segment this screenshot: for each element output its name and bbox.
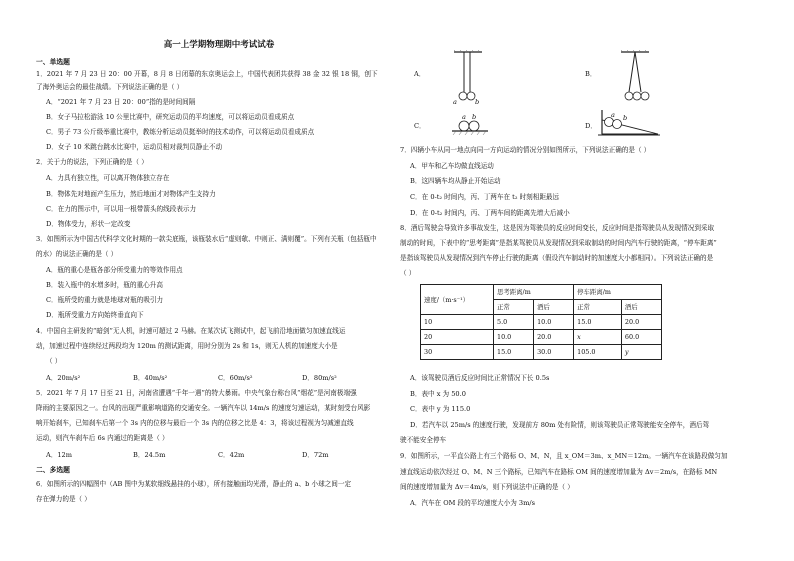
q7-option-c: C．在 0-t₂ 时间内，丙、丁两车在 t₂ 时刻相距最远 — [410, 193, 560, 201]
table-header-speed: 速度/（m·s⁻¹） — [421, 285, 494, 315]
q8-option-c: C．表中 y 为 115.0 — [410, 405, 471, 413]
table-cell: x — [574, 330, 622, 345]
table-cell: y — [621, 345, 661, 360]
q6-stem-2: 存在弹力的是（ ） — [36, 495, 91, 503]
q5-option-c: C．42m — [218, 451, 245, 459]
table-cell: 30 — [421, 345, 494, 360]
table-subheader-drunk: 酒后 — [621, 300, 661, 315]
page-title: 高一上学期物理期中考试试卷 — [163, 40, 275, 50]
q4-option-b: B．40m/s² — [133, 374, 168, 382]
q3-stem-1: 3．如图所示为中国古代科学文化时期的一款尖底瓶，该瓶装水后“虚则欹、中则正、满则覆”。下列有关瓶（包括瓶中 — [36, 235, 377, 243]
q9-stem-1: 9．如图所示，一平直公路上有三个路标 O、M、N，且 x_OM＝3m、x_MN＝12m。一辆汽车在该路段做匀加 — [400, 452, 728, 460]
q8-stem-1: 8．酒后驾驶会导致许多事故发生，这是因为驾驶员的反应时间变长，反应时间是指驾驶员从发现情况到采取 — [400, 224, 715, 232]
q7-stem: 7．四辆小车从同一地点向同一方向运动的情况分别如图所示，下列说法正确的是（ ） — [400, 146, 651, 154]
q7-option-d: D．在 0-t₂ 时间内，丙、丁两车间的距离先增大后减小 — [410, 209, 570, 217]
q6-c-ball-a-label: a — [462, 113, 466, 121]
q8-option-d-1: D．若汽车以 25m/s 的速度行驶，发现前方 80m 处有险情，则该驾驶员正常驾驶能安全停车，酒后驾 — [410, 421, 710, 429]
table-row — [421, 345, 662, 360]
q5-option-d: D．72m — [302, 451, 329, 459]
q2-option-a: A．力具有独立性，可以离开物体独立存在 — [46, 174, 170, 182]
q6-d-ball-a-label: a — [611, 111, 615, 119]
q4-stem-1: 4．中国自主研发的“暗剑”无人机，时速可超过 2 马赫。在某次试飞测试中，起飞前沿地面做匀加速直线运 — [36, 327, 346, 335]
table-cell: 10.0 — [494, 330, 534, 345]
q4-option-a: A．20m/s² — [46, 374, 81, 382]
table-header-stop: 停车距离/m — [574, 285, 662, 300]
q9-stem-2: 速直线运动依次经过 O、M、N 三个路标，已知汽车在路标 OM 间的速度增加量为 Δv＝2m/s，在路标 MN — [400, 468, 718, 476]
q1-option-c: C．男子 73 公斤级举重比赛中，教练分析运动员挺举时的技术动作，可以将运动员看成质点 — [46, 128, 315, 136]
q3-option-a: A．瓶的重心是瓶各部分所受重力的等效作用点 — [46, 266, 183, 274]
q1-option-d: D．女子 10 米跳台跳水比赛中，运动员相对裁判员静止不动 — [46, 143, 223, 151]
table-row — [421, 330, 662, 345]
q3-option-b: B．装入瓶中的水增多时，瓶的重心升高 — [46, 281, 163, 289]
q1-option-b: B．女子马拉松游泳 10 公里比赛中，研究运动员的平均速度，可以将运动员看成质点 — [46, 113, 295, 121]
q8-option-d-2: 驶不能安全停车 — [400, 436, 447, 444]
table-cell: 30.0 — [534, 345, 574, 360]
q1-option-a: A．“2021 年 7 月 23 日 20：00”指的是时间间隔 — [46, 98, 196, 106]
q2-option-d: D．物体受力，形状一定改变 — [46, 220, 131, 228]
q6-figure-c — [450, 114, 490, 136]
table-subheader-normal: 正常 — [494, 300, 534, 315]
table-cell: 60.0 — [621, 330, 661, 345]
q8-stem-3: 是指该驾驶员从发现情况到汽车停止行驶的距离（假设汽车制动时的加速度大小都相同）。下列说法正确的是 — [400, 254, 714, 262]
q5-stem-3: 响开始刹车，已知刹车后第一个 3s 内的位移与最后一个 3s 内的位移之比是 4：3，将该过程视为匀减速直线 — [36, 419, 354, 427]
q6-figure-b — [615, 50, 655, 112]
q6-a-ball-a-label: a — [453, 98, 457, 106]
q5-stem-2: 降雨的主要原因之一。台风的出现严重影响道路的交通安全。一辆汽车以 14m/s 的速度匀速运动，某时刻受台风影 — [36, 404, 371, 412]
q6-label-b: B． — [585, 70, 597, 78]
q7-option-a: A．甲车和乙车均做直线运动 — [410, 162, 494, 170]
table-cell: 15.0 — [494, 345, 534, 360]
table-cell: 10.0 — [534, 315, 574, 330]
q5-stem-1: 5．2021 年 7 月 17 日至 21 日，河南省遭遇“千年一遇”的特大暴雨。中央气象台称台风“烟花”是河南极端强 — [36, 389, 357, 397]
table-cell: 105.0 — [574, 345, 622, 360]
q6-label-c: C． — [414, 122, 426, 130]
q6-d-ball-b-label: b — [623, 114, 628, 122]
section-multiple-choice: 二、多选题 — [36, 466, 70, 474]
q9-stem-3: 间的速度增加量为 Δv＝4m/s，则下列说法中正确的是（ ） — [400, 483, 574, 491]
q8-stem-4: （ ） — [400, 269, 416, 277]
q3-option-c: C．瓶所受的重力就是地球对瓶的吸引力 — [46, 296, 164, 304]
q4-option-d: D．80m/s² — [302, 374, 337, 382]
q4-option-c: C．60m/s² — [218, 374, 253, 382]
q3-option-d: D．瓶所受重力方向始终垂直向下 — [46, 311, 144, 319]
table-cell: 5.0 — [494, 315, 534, 330]
q2-option-b: B．物体先对地面产生压力，然后地面才对物体产生支持力 — [46, 190, 216, 198]
q5-option-a: A．12m — [46, 451, 72, 459]
q6-stem-1: 6．如图所示的四幅图中（AB 图中为某软细线悬挂的小球），所有接触面均光滑，静止的 a、b 小球之间一定 — [36, 480, 352, 488]
table-cell: 20.0 — [621, 315, 661, 330]
q5-stem-4: 运动，则汽车刹车后 6s 内通过的距离是（ ） — [36, 434, 169, 442]
table-subheader-drunk: 酒后 — [534, 300, 574, 315]
q6-label-a: A． — [414, 70, 426, 78]
q8-data-table — [420, 284, 662, 360]
q5-option-b: B．24.5m — [133, 451, 166, 459]
table-cell: 15.0 — [574, 315, 622, 330]
q8-option-b: B．表中 x 为 50.0 — [410, 390, 466, 398]
q2-option-c: C．在力的图示中，可以用一根带箭头的线段表示力 — [46, 205, 197, 213]
q8-stem-2: 制动的时间，下表中的“思考距离”是指某驾驶员从发现情况到采取制动的时间内汽车行驶的距离，“停车距离” — [400, 239, 717, 247]
q2-stem: 2．关于力的说法，下列正确的是（ ） — [36, 158, 148, 166]
table-cell: 10 — [421, 315, 494, 330]
q1-stem-2: 了海外奥运会的最佳战绩。下列说法正确的是（ ） — [36, 83, 184, 91]
table-cell: 20.0 — [534, 330, 574, 345]
q9-option-a: A．汽车在 OM 段的平均速度大小为 3m/s — [410, 499, 535, 507]
q3-stem-2: 的水）的说法正确的是（ ） — [36, 250, 118, 258]
q8-option-a: A．该驾驶员酒后反应时间比正常情况下长 0.5s — [410, 374, 550, 382]
table-cell: 20 — [421, 330, 494, 345]
q6-figure-d — [596, 108, 664, 138]
section-single-choice: 一、单选题 — [36, 58, 70, 66]
q6-c-ball-b-label: b — [472, 113, 477, 121]
q6-a-ball-b-label: b — [475, 98, 480, 106]
q4-stem-2: 动，加速过程中连续经过两段均为 120m 的测试距离，用时分别为 2s 和 1s，则无人机的加速度大小是 — [36, 342, 338, 350]
table-subheader-normal: 正常 — [574, 300, 622, 315]
q7-option-b: B．这四辆车均从静止开始运动 — [410, 177, 501, 185]
table-header-think: 思考距离/m — [494, 285, 574, 300]
q1-stem-1: 1．2021 年 7 月 23 日 20：00 开幕，8 月 8 日闭幕的东京奥运会上，中国代表团共获得 38 金 32 银 18 铜，创下 — [36, 70, 378, 78]
q4-stem-3: （ ） — [46, 357, 62, 365]
table-row — [421, 315, 662, 330]
q6-label-d: D． — [585, 122, 597, 130]
